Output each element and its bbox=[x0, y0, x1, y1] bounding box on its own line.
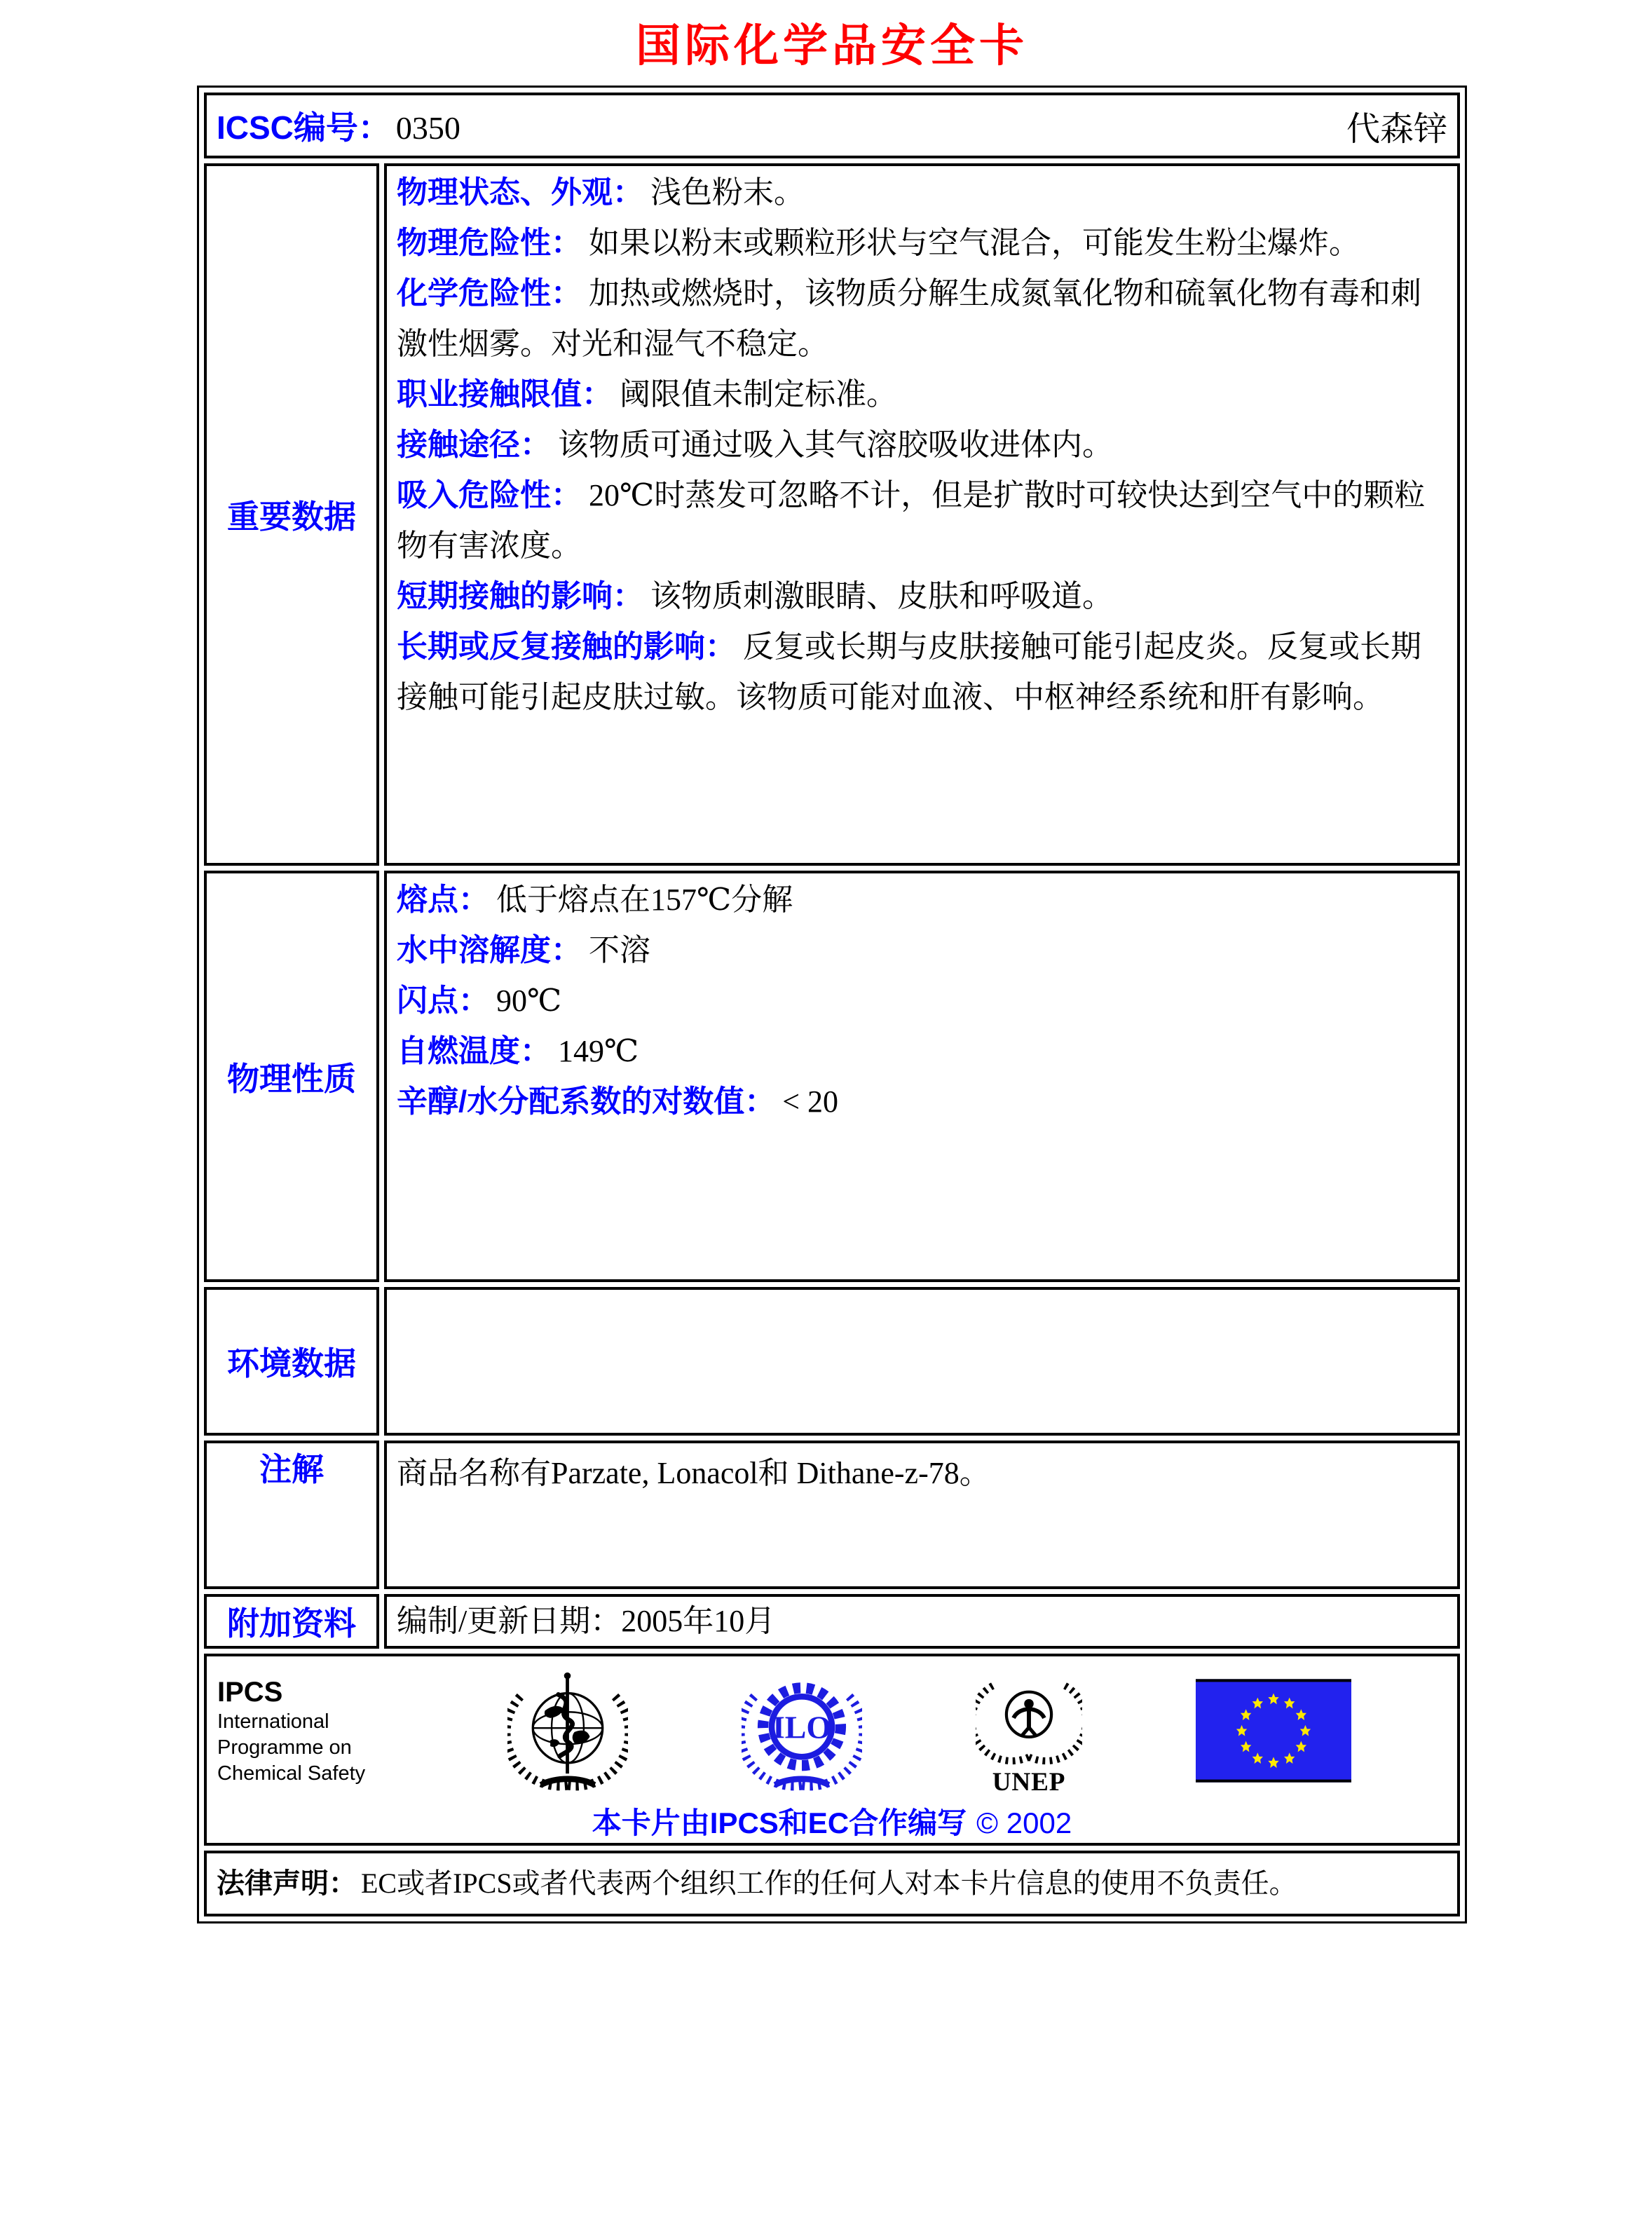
field-value: 如果以粉末或颗粒形状与空气混合，可能发生粉尘爆炸。 bbox=[589, 226, 1360, 260]
additional-info-row bbox=[204, 1594, 1460, 1649]
footer-copyright: © 2002 bbox=[976, 1806, 1072, 1839]
ipcs-subtitle-line: Chemical Safety bbox=[217, 1762, 366, 1785]
field-value: 编制/更新日期：2005年10月 bbox=[397, 1604, 776, 1638]
footer-caption-text: 本卡片由IPCS和EC合作编写 bbox=[592, 1806, 967, 1839]
ipcs-text-block bbox=[217, 1675, 394, 1787]
section-label-notes: 注解 bbox=[204, 1441, 379, 1589]
field-row bbox=[397, 420, 1447, 470]
field-row bbox=[397, 470, 1447, 571]
footer-cell bbox=[204, 1654, 1460, 1846]
field-value: 商品名称有Parzate, Lonacol和 Dithane-z-78。 bbox=[397, 1456, 990, 1490]
field-value: < 20 bbox=[782, 1084, 839, 1119]
unep-logo-label: UNEP bbox=[992, 1767, 1066, 1795]
field-value: 该物质可通过吸入其气溶胶吸收进体内。 bbox=[558, 428, 1113, 462]
icsc-number-label: ICSC编号： bbox=[217, 109, 390, 146]
field-row bbox=[397, 168, 1447, 218]
section-label-important-data: 重要数据 bbox=[204, 163, 379, 866]
important-data-row bbox=[204, 163, 1460, 866]
field-label: 熔点： bbox=[397, 883, 489, 917]
field-row bbox=[397, 1026, 1447, 1077]
legal-line bbox=[217, 1865, 1447, 1902]
field-label: 短期接触的影响： bbox=[397, 579, 643, 613]
field-row bbox=[397, 925, 1447, 976]
footer-caption bbox=[207, 1800, 1456, 1842]
section-label-environmental-data: 环境数据 bbox=[204, 1287, 379, 1436]
icsc-number-value: 0350 bbox=[395, 110, 460, 146]
field-row bbox=[397, 369, 1447, 420]
field-value: 149℃ bbox=[558, 1034, 639, 1068]
field-value bbox=[397, 1291, 1447, 1297]
physical-properties-row bbox=[204, 871, 1460, 1282]
who-logo-icon bbox=[507, 1670, 628, 1791]
field-row bbox=[397, 875, 1447, 925]
field-value: 浅色粉末。 bbox=[650, 175, 805, 210]
ilo-logo-icon bbox=[742, 1670, 862, 1791]
field-row bbox=[397, 571, 1447, 622]
field-label: 化学危险性： bbox=[397, 276, 582, 311]
field-value: 该物质刺激眼睛、皮肤和呼吸道。 bbox=[650, 579, 1113, 613]
legal-text: EC或者IPCS或者代表两个组织工作的任何人对本卡片信息的使用不负责任。 bbox=[361, 1867, 1297, 1899]
field-label: 接触途径： bbox=[397, 428, 551, 462]
field-row bbox=[397, 218, 1447, 268]
field-label: 水中溶解度： bbox=[397, 933, 582, 967]
field-value: 90℃ bbox=[496, 983, 562, 1018]
legal-cell bbox=[204, 1851, 1460, 1916]
field-label: 闪点： bbox=[397, 983, 489, 1018]
chemical-name: 代森锌 bbox=[1346, 110, 1447, 148]
environmental-data-row bbox=[204, 1287, 1460, 1436]
footer-row bbox=[204, 1654, 1460, 1846]
section-content-physical-properties bbox=[384, 871, 1460, 1282]
logo-row bbox=[207, 1657, 1456, 1795]
ilo-logo-label: ILO bbox=[772, 1709, 832, 1745]
field-label: 自燃温度： bbox=[397, 1034, 551, 1068]
field-value: 加热或燃烧时，该物质分解生成氮氧化物和硫氧化物有毒和刺激性烟雾。对光和湿气不稳定。 bbox=[397, 276, 1421, 361]
icsc-number-group bbox=[217, 102, 460, 149]
page-title: 国际化学品安全卡 bbox=[636, 20, 1028, 71]
card-container bbox=[197, 0, 1467, 1923]
section-content-environmental-data bbox=[384, 1287, 1460, 1436]
card-header-row bbox=[204, 93, 1460, 158]
field-value: 20℃时蒸发可忽略不计，但是扩散时可较快达到空气中的颗粒物有害浓度。 bbox=[397, 478, 1426, 563]
field-row bbox=[397, 622, 1447, 723]
section-content-notes bbox=[384, 1441, 1460, 1589]
icsc-card-table bbox=[197, 86, 1467, 1923]
section-label-physical-properties: 物理性质 bbox=[204, 871, 379, 1282]
ipcs-title: IPCS bbox=[217, 1676, 283, 1708]
notes-row bbox=[204, 1441, 1460, 1589]
field-row bbox=[397, 268, 1447, 369]
ipcs-subtitle-line: International bbox=[217, 1710, 329, 1733]
field-value: 反复或长期与皮肤接触可能引起皮炎。反复或长期接触可能引起皮肤过敏。该物质可能对血液、中枢神经系统和肝有影响。 bbox=[397, 629, 1421, 714]
section-content-additional-info bbox=[384, 1594, 1460, 1649]
field-row bbox=[397, 1077, 1447, 1127]
field-label: 物理危险性： bbox=[397, 226, 582, 260]
field-value: 低于熔点在157℃分解 bbox=[496, 883, 793, 917]
card-header-cell bbox=[204, 93, 1460, 158]
field-label: 吸入危险性： bbox=[397, 478, 582, 512]
ipcs-subtitle-line: Programme on bbox=[217, 1736, 352, 1759]
section-content-important-data bbox=[384, 163, 1460, 866]
section-label-additional-info: 附加资料 bbox=[204, 1594, 379, 1649]
field-label: 职业接触限值： bbox=[397, 377, 613, 411]
legal-label: 法律声明： bbox=[217, 1868, 357, 1899]
field-row bbox=[397, 976, 1447, 1026]
field-value: 不溶 bbox=[589, 933, 650, 967]
legal-row bbox=[204, 1851, 1460, 1916]
field-label: 长期或反复接触的影响： bbox=[397, 629, 736, 664]
eu-flag-icon bbox=[1196, 1679, 1351, 1783]
field-value: 阈限值未制定标准。 bbox=[620, 377, 897, 411]
field-label: 辛醇/水分配系数的对数值： bbox=[397, 1084, 776, 1119]
field-label: 物理状态、外观： bbox=[397, 175, 643, 210]
unep-logo-icon bbox=[976, 1667, 1082, 1795]
